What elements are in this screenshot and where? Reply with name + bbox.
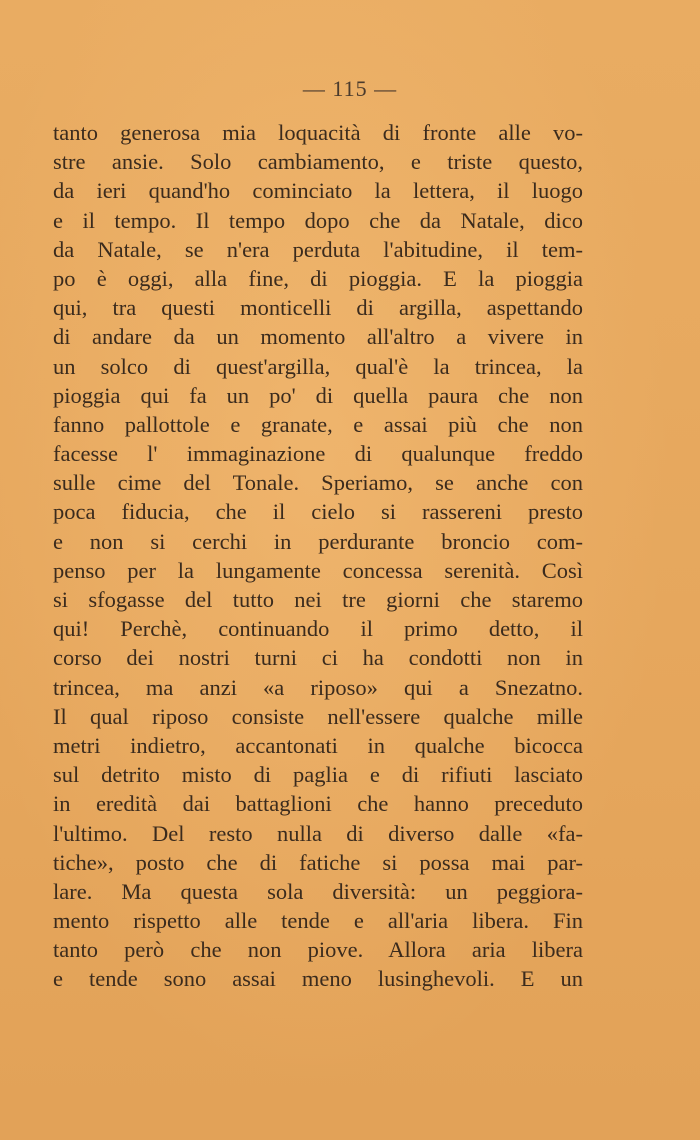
text-line: da ieri quand'ho cominciato la lettera, il luogo [53,178,583,204]
text-line: l'ultimo. Del resto nulla di diverso dalle «fa- [53,820,583,846]
body-text [53,118,583,994]
text-line: po è oggi, alla fine, di pioggia. E la pioggia [53,265,583,291]
text-line: qui, tra questi monticelli di argilla, aspettando [53,295,583,321]
text-line: si sfogasse del tutto nei tre giorni che staremo [53,587,583,612]
text-line: tanto però che non piove. Allora aria libera [53,937,583,963]
text-line: sulle cime del Tonale. Speriamo, se anche con [53,470,583,496]
text-line: in eredità dai battaglioni che hanno preceduto [53,791,583,817]
text-line: poca fiducia, che il cielo si rassereni presto [53,499,583,525]
text-line: facesse l' immaginazione di qualunque freddo [53,441,583,467]
text-line: fanno pallottole e granate, e assai più che non [53,411,583,437]
text-line: trincea, ma anzi «a riposo» qui a Snezatno. [53,674,583,700]
text-line: Il qual riposo consiste nell'essere qualche mille [53,703,583,729]
text-line: e il tempo. Il tempo dopo che da Natale, dico [53,207,583,233]
text-line: tanto generosa mia loquacità di fronte alle vo- [53,120,583,145]
text-line: corso dei nostri turni ci ha condotti non in [53,645,583,671]
text-line: qui! Perchè, continuando il primo detto, il [53,616,583,642]
text-line: stre ansie. Solo cambiamento, e triste questo, [53,149,583,175]
text-line: tiche», posto che di fatiche si possa mai par- [53,849,583,875]
text-line: un solco di quest'argilla, qual'è la trincea, la [53,353,583,379]
page-number: — 115 — [302,76,398,101]
text-line: da Natale, se n'era perduta l'abitudine, il tem- [53,236,583,262]
text-line: lare. Ma questa sola diversità: un peggiora- [53,878,583,904]
text-line: di andare da un momento all'altro a vivere in [53,324,583,350]
text-line: penso per la lungamente concessa serenità. Così [53,557,583,583]
text-line: sul detrito misto di paglia e di rifiuti lasciato [53,762,583,788]
text-line: mento rispetto alle tende e all'aria libera. Fin [53,908,583,934]
text-line: metri indietro, accantonati in qualche bicocca [53,732,583,758]
text-line: pioggia qui fa un po' di quella paura che non [53,382,583,408]
text-line: e non si cerchi in perdurante broncio com- [53,528,583,554]
text-line: e tende sono assai meno lusinghevoli. E un [53,966,583,992]
